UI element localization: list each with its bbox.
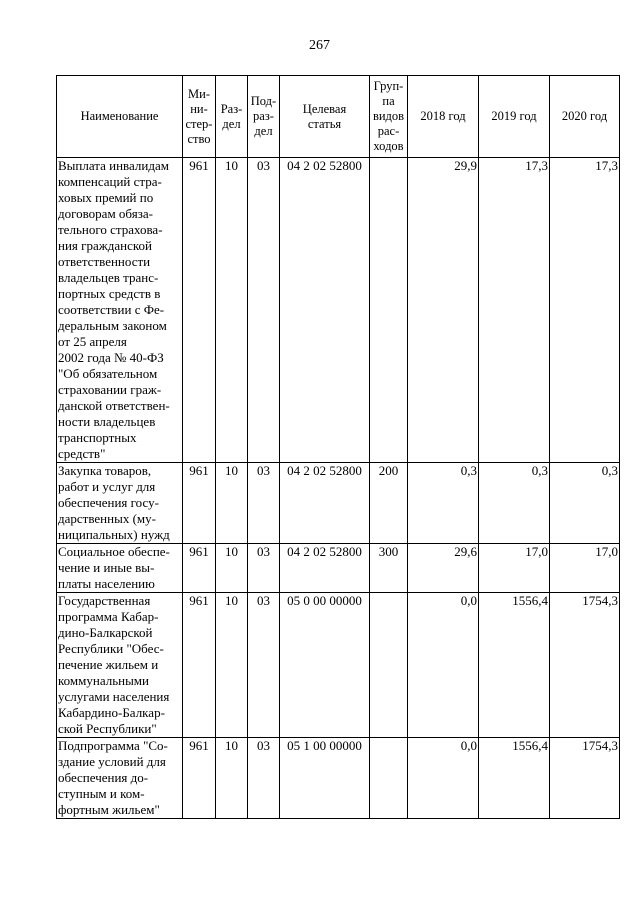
header-ministry: Ми- ни- стер- ство bbox=[183, 76, 216, 158]
row-name: Закупка товаров, работ и услуг для обеспечения госу- дарственных (му- ниципальных) нужд bbox=[57, 463, 183, 544]
row-target-article: 04 2 02 52800 bbox=[280, 463, 370, 544]
header-subsection: Под- раз- дел bbox=[248, 76, 280, 158]
row-subsection: 03 bbox=[248, 593, 280, 738]
row-name: Государственная программа Кабар- дино-Балкарской Республики "Обес- печение жильем и коммунальными услугами населения Кабардино-Балкар- ской Республики" bbox=[57, 593, 183, 738]
row-target-article: 05 1 00 00000 bbox=[280, 738, 370, 819]
row-2018: 0,3 bbox=[408, 463, 479, 544]
row-expense-group bbox=[370, 158, 408, 463]
header-2019: 2019 год bbox=[479, 76, 550, 158]
table-header-row bbox=[57, 76, 620, 158]
row-expense-group bbox=[370, 593, 408, 738]
header-target-article: Целевая статья bbox=[280, 76, 370, 158]
header-name: Наименование bbox=[57, 76, 183, 158]
row-name: Подпрограмма "Со- здание условий для обеспечения до- ступным и ком- фортным жильем" bbox=[57, 738, 183, 819]
row-2019: 1556,4 bbox=[479, 593, 550, 738]
table-row bbox=[57, 738, 620, 819]
table-row bbox=[57, 544, 620, 593]
row-section: 10 bbox=[216, 593, 248, 738]
row-subsection: 03 bbox=[248, 158, 280, 463]
row-target-article: 04 2 02 52800 bbox=[280, 158, 370, 463]
row-section: 10 bbox=[216, 738, 248, 819]
row-expense-group bbox=[370, 738, 408, 819]
row-2018: 29,6 bbox=[408, 544, 479, 593]
header-expense-group: Груп- па видов рас- ходов bbox=[370, 76, 408, 158]
row-ministry: 961 bbox=[183, 158, 216, 463]
row-target-article: 04 2 02 52800 bbox=[280, 544, 370, 593]
row-ministry: 961 bbox=[183, 593, 216, 738]
row-section: 10 bbox=[216, 158, 248, 463]
row-ministry: 961 bbox=[183, 738, 216, 819]
row-2020: 1754,3 bbox=[550, 593, 620, 738]
row-2019: 17,0 bbox=[479, 544, 550, 593]
row-2018: 0,0 bbox=[408, 738, 479, 819]
row-section: 10 bbox=[216, 544, 248, 593]
row-subsection: 03 bbox=[248, 544, 280, 593]
row-2019: 1556,4 bbox=[479, 738, 550, 819]
row-expense-group: 200 bbox=[370, 463, 408, 544]
row-2020: 17,0 bbox=[550, 544, 620, 593]
row-name: Социальное обеспе- чение и иные вы- платы населению bbox=[57, 544, 183, 593]
header-2018: 2018 год bbox=[408, 76, 479, 158]
row-2019: 0,3 bbox=[479, 463, 550, 544]
row-2018: 0,0 bbox=[408, 593, 479, 738]
row-2020: 1754,3 bbox=[550, 738, 620, 819]
page-number: 267 bbox=[309, 38, 330, 53]
table-row bbox=[57, 593, 620, 738]
row-2020: 0,3 bbox=[550, 463, 620, 544]
row-2018: 29,9 bbox=[408, 158, 479, 463]
row-ministry: 961 bbox=[183, 544, 216, 593]
header-section: Раз- дел bbox=[216, 76, 248, 158]
row-section: 10 bbox=[216, 463, 248, 544]
row-name: Выплата инвалидам компенсаций стра- ховых премий по договорам обяза- тельного страхова- ния гражданской ответственности владельцев транс- портных средств в соответствии с Фе- деральным законом от 25 апреля 2002 года № 40-ФЗ "Об обязательном страховании граж- данской ответствен- ности владельцев транспортных средств" bbox=[57, 158, 183, 463]
table-row bbox=[57, 463, 620, 544]
row-ministry: 961 bbox=[183, 463, 216, 544]
row-subsection: 03 bbox=[248, 463, 280, 544]
row-subsection: 03 bbox=[248, 738, 280, 819]
row-expense-group: 300 bbox=[370, 544, 408, 593]
table-row bbox=[57, 158, 620, 463]
row-2019: 17,3 bbox=[479, 158, 550, 463]
row-target-article: 05 0 00 00000 bbox=[280, 593, 370, 738]
budget-table bbox=[56, 75, 620, 819]
header-2020: 2020 год bbox=[550, 76, 620, 158]
row-2020: 17,3 bbox=[550, 158, 620, 463]
